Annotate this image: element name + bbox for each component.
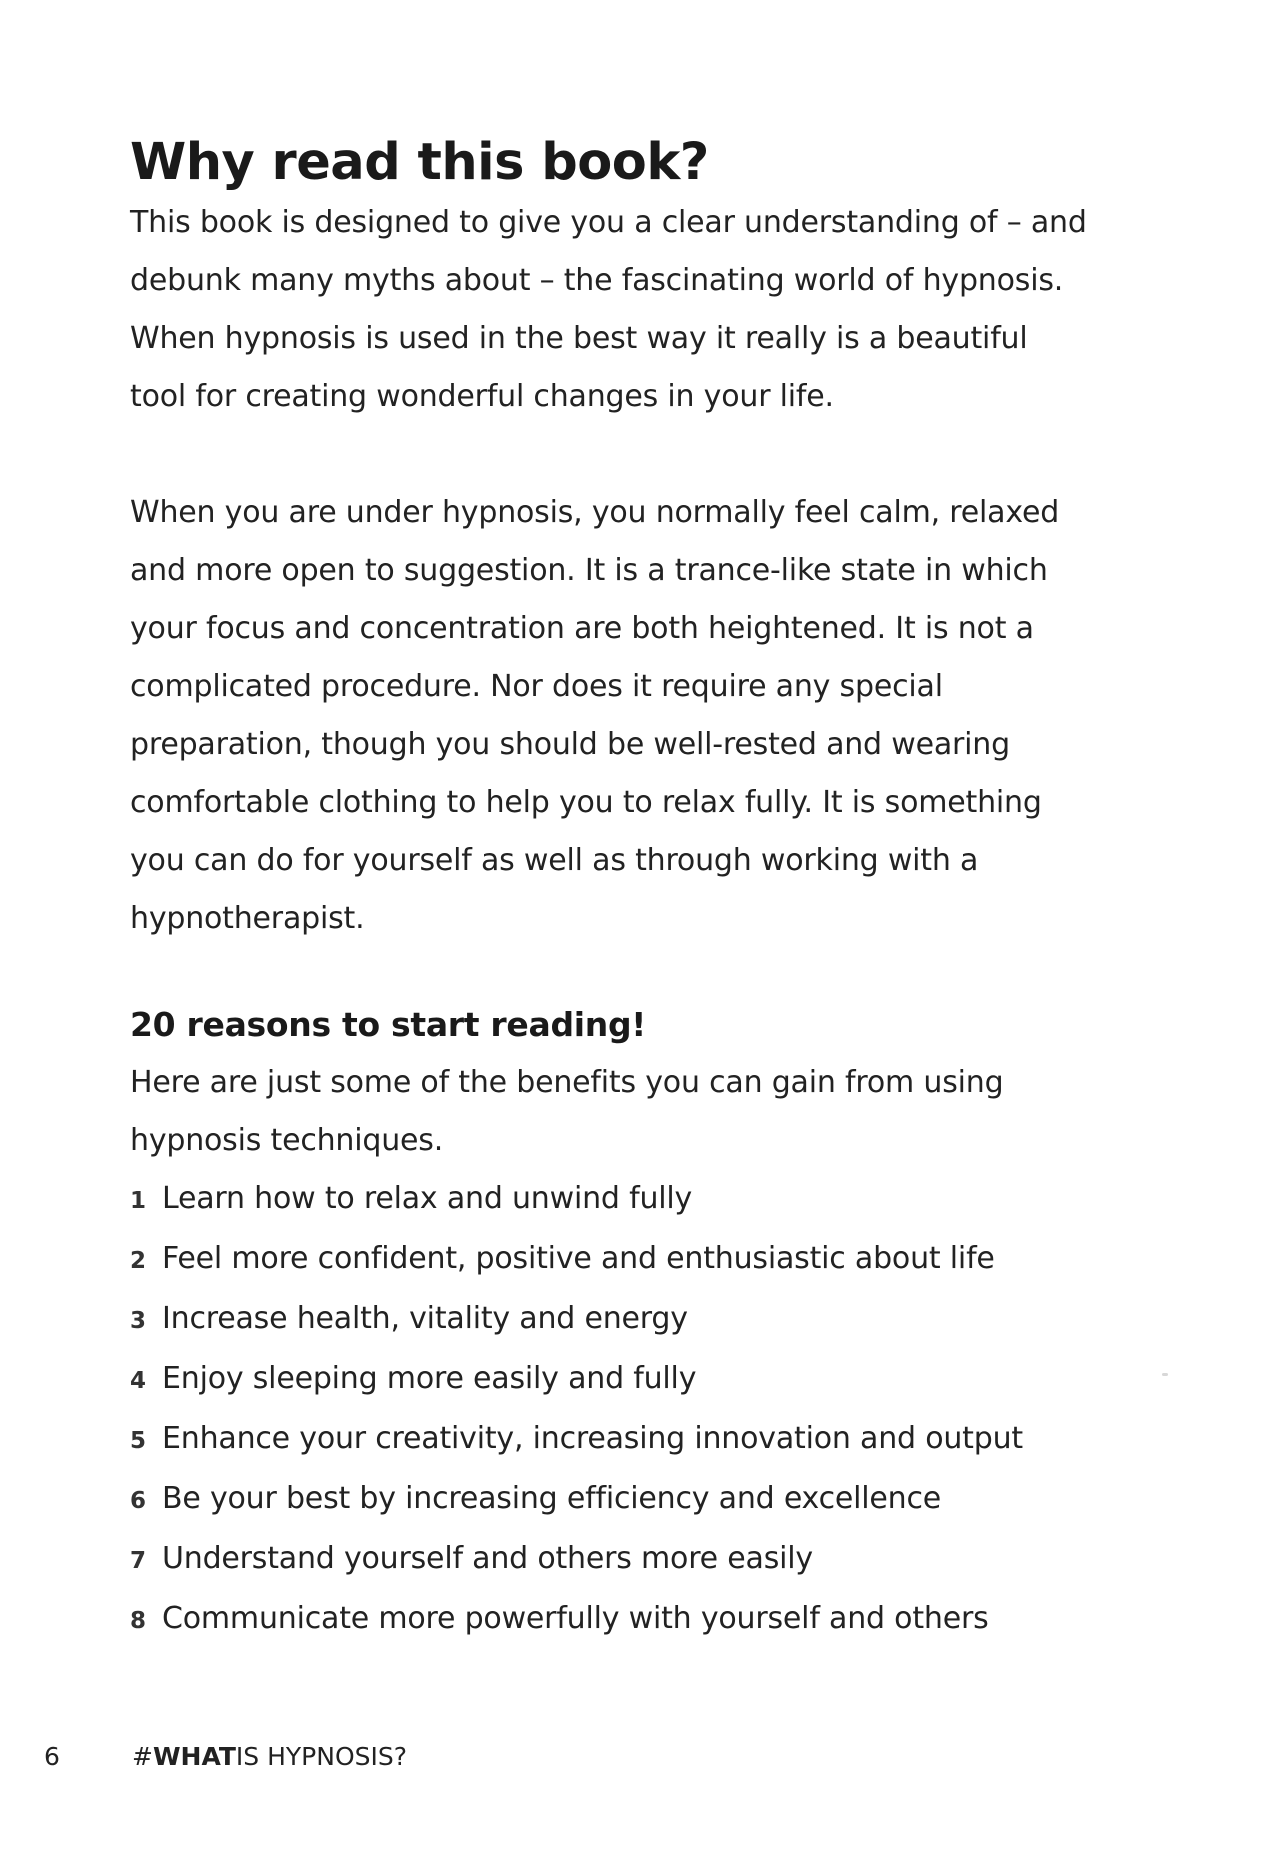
reason-item [130,1290,1090,1350]
chapter-heading: Why read this book? [130,133,709,192]
reason-number: 3 [130,1308,146,1334]
running-head-prefix: # [132,1742,153,1771]
reason-number: 6 [130,1488,146,1514]
reason-number: 2 [130,1248,146,1274]
hypnosis-description-paragraph: When you are under hypnosis, you normally feel calm, relaxed and more open to suggestion. It is a trance-like state in which your focus and concentration are both heightened. It is not a complicated procedure. Nor does it require any special preparation, though you should be well-rested and wearing comfortable clothing to help you to relax fully. It is something you can do for yourself as well as through working with a hypnotherapist. [130,495,1060,936]
scan-speck [1162,1373,1168,1376]
reasons-list [130,1170,1090,1650]
running-head-rest: IS HYPNOSIS? [235,1742,408,1771]
reason-text: Enhance your creativity, increasing innovation and output [162,1421,1023,1456]
running-head-bold: WHAT [152,1742,236,1771]
page-footer [0,1742,1268,1782]
reason-number: 7 [130,1548,146,1574]
reason-text: Increase health, vitality and energy [162,1301,688,1336]
reason-number: 1 [130,1188,146,1214]
reason-item [130,1530,1090,1590]
reason-number: 5 [130,1428,146,1454]
reason-text: Feel more confident, positive and enthusiastic about life [162,1241,995,1276]
reason-text: Enjoy sleeping more easily and fully [162,1361,697,1396]
reason-number: 4 [130,1368,146,1394]
running-head [132,1742,407,1771]
reason-text: Learn how to relax and unwind fully [162,1181,693,1216]
reason-text: Understand yourself and others more easily [162,1541,813,1576]
reason-item [130,1230,1090,1290]
reason-item [130,1410,1090,1470]
page-number: 6 [44,1742,60,1771]
reason-item [130,1350,1090,1410]
reasons-subheading: 20 reasons to start reading! [130,1005,647,1044]
reason-text: Communicate more powerfully with yourself and others [162,1601,989,1636]
reasons-intro-paragraph: Here are just some of the benefits you can gain from using hypnosis techniques. [130,1065,1004,1158]
reason-number: 8 [130,1608,146,1634]
reason-text: Be your best by increasing efficiency and excellence [162,1481,942,1516]
intro-paragraph: This book is designed to give you a clear understanding of – and debunk many myths about – the fascinating world of hypnosis. When hypnosis is used in the best way it really is a beautiful tool for creating wonderful changes in your life. [130,205,1087,414]
reason-item [130,1590,1090,1650]
reason-item [130,1470,1090,1530]
reason-item [130,1170,1090,1230]
page-content [130,130,1090,1650]
